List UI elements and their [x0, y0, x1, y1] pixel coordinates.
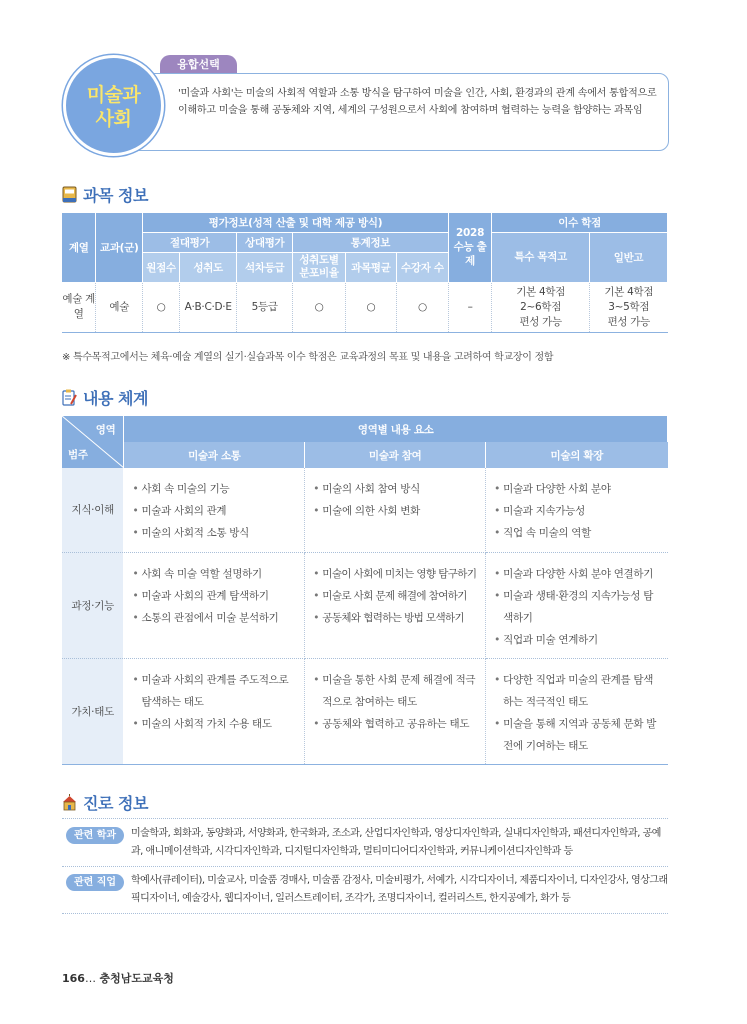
career-divider-middle: [62, 866, 668, 867]
course-info-heading: [62, 183, 148, 206]
subject-title: 미술과 사회: [86, 84, 141, 130]
cell-subject-group: 예술: [96, 282, 143, 332]
career-info-title: 진로 정보: [83, 794, 148, 813]
cell-process-communication: [124, 552, 305, 658]
th-field: 계열: [62, 213, 96, 282]
related-majors-badge: 관련 학과: [66, 827, 124, 844]
career-info-heading: [62, 791, 148, 814]
list-item: • 미술과 생태·환경의 지속가능성 탐색하기: [494, 585, 661, 629]
row-label-knowledge: 지식·이해: [62, 468, 124, 552]
th-general-school: 일반고: [590, 232, 668, 282]
subject-badge: [63, 55, 164, 156]
list-item: • 사회 속 미술의 기능: [132, 478, 298, 500]
th-achievement: 성취도: [179, 252, 236, 282]
category-tab: 융합선택: [160, 55, 237, 75]
list-item: • 소통의 관점에서 미술 분석하기: [132, 607, 298, 629]
cell-raw-score: ○: [143, 282, 180, 332]
content-system-table: [62, 416, 668, 765]
th-stats: 통계정보: [293, 232, 449, 252]
cell-achievement: A·B·C·D·E: [179, 282, 236, 332]
corner-category-label: 범주: [68, 449, 88, 461]
school-icon: [62, 794, 77, 811]
cell-rank-grade: 5등급: [237, 282, 293, 332]
th-subject-group: 교과(군): [96, 213, 143, 282]
cell-process-extension: [486, 552, 668, 658]
th-col-communication: 미술과 소통: [124, 442, 305, 468]
row-label-attitude: 가치·태도: [62, 658, 124, 764]
cell-attitude-extension: [486, 658, 668, 764]
list-item: • 미술과 사회의 관계 탐색하기: [132, 585, 298, 607]
footer-separator: …: [84, 972, 96, 985]
list-item: • 미술과 다양한 사회 분야: [494, 478, 661, 500]
list-item: • 미술과 지속가능성: [494, 500, 661, 522]
cell-general-school: 기본 4학점 3~5학점 편성 가능: [590, 282, 668, 332]
list-item: • 미술의 사회적 소통 방식: [132, 522, 298, 544]
publisher-name: 충청남도교육청: [99, 972, 174, 985]
row-label-process: 과정·기능: [62, 552, 124, 658]
th-special-school: 특수 목적고: [492, 232, 590, 282]
course-info-table: [62, 213, 668, 333]
description-box: [105, 73, 669, 151]
th-credits: 이수 학점: [492, 213, 668, 232]
th-eval-info: 평가정보(성적 산출 및 대학 제공 방식): [143, 213, 449, 232]
clipboard-pencil-icon: [62, 389, 77, 406]
cell-special-school: 기본 4학점 2~6학점 편성 가능: [492, 282, 590, 332]
list-item: • 미술을 통해 지역과 공동체 문화 발전에 기여하는 태도: [494, 713, 661, 757]
related-jobs-text: 학예사(큐레이터), 미술교사, 미술품 경매사, 미술품 감정사, 미술비평가, 서예가, 시각디자이너, 제품디자이너, 디자인강사, 영상그래픽디자이너, 예술강사, 웹디자이너, 일러스트레이터, 조각가, 조명디자이너, 컬러리스트, 한지공예가, 화가 등: [131, 875, 668, 904]
course-info-note: ※ 특수목적고에서는 체육·예술 계열의 실기·실습과목 이수 학점은 교육과정의 목표 및 내용을 고려하여 학교장이 정함: [62, 352, 554, 363]
cell-knowledge-extension: [486, 468, 668, 552]
career-divider-bottom: [62, 913, 668, 914]
related-majors-row: [62, 825, 668, 863]
related-majors-text: 미술학과, 회화과, 동양화과, 서양화과, 한국화과, 조소과, 산업디자인학과, 영상디자인학과, 실내디자인학과, 패션디자인학과, 공예과, 애니메이션학과, 시각디자인학과, 디지털디자인학과, 멀티미디어디자인학과, 커뮤니케이션디자인학과 등: [131, 828, 661, 857]
list-item: • 미술을 통한 사회 문제 해결에 적극적으로 참여하는 태도: [313, 669, 479, 713]
th-absolute: 절대평가: [143, 232, 237, 252]
list-item: • 미술의 사회적 가치 수용 태도: [132, 713, 298, 735]
list-item: • 미술과 사회의 관계를 주도적으로 탐색하는 태도: [132, 669, 298, 713]
th-students: 수강자 수: [396, 252, 448, 282]
th-area-elements: 영역별 내용 요소: [124, 416, 668, 442]
cell-students: ○: [396, 282, 448, 332]
career-divider-top: [62, 818, 668, 819]
list-item: • 사회 속 미술 역할 설명하기: [132, 563, 298, 585]
page-number: 166: [62, 972, 85, 985]
th-csat: 2028 수능 출제: [448, 213, 491, 282]
cell-process-participation: [305, 552, 486, 658]
cell-attitude-communication: [124, 658, 305, 764]
list-item: • 미술에 의한 사회 변화: [313, 500, 479, 522]
th-col-extension: 미술의 확장: [486, 442, 668, 468]
cell-field: 예술 계열: [62, 282, 96, 332]
th-relative: 상대평가: [237, 232, 293, 252]
list-item: • 미술로 사회 문제 해결에 참여하기: [313, 585, 479, 607]
content-system-heading: [62, 386, 148, 409]
cell-knowledge-communication: [124, 468, 305, 552]
th-col-participation: 미술과 참여: [305, 442, 486, 468]
cell-mean: ○: [345, 282, 396, 332]
list-item: • 공동체와 협력하는 방법 모색하기: [313, 607, 479, 629]
book-icon: [62, 186, 77, 203]
list-item: • 미술과 사회의 관계: [132, 500, 298, 522]
list-item: • 직업 속 미술의 역할: [494, 522, 661, 544]
corner-header: [62, 416, 124, 468]
th-raw-score: 원점수: [143, 252, 180, 282]
page-footer: [62, 970, 174, 986]
list-item: • 미술의 사회 참여 방식: [313, 478, 479, 500]
th-achievement-dist: 성취도별 분포비율: [293, 252, 346, 282]
list-item: • 공동체와 협력하고 공유하는 태도: [313, 713, 479, 735]
course-info-title: 과목 정보: [83, 186, 148, 205]
list-item: • 미술과 다양한 사회 분야 연결하기: [494, 563, 661, 585]
subject-description: '미술과 사회'는 미술의 사회적 역할과 소통 방식을 탐구하여 미술을 인간, 사회, 환경과의 관계 속에서 통합적으로 이해하고 미술을 통해 공동체와 지역, 세계의 구성원으로서 사회에 참여하며 협력하는 능력을 함양하는 과목임: [178, 88, 657, 116]
list-item: • 다양한 직업과 미술의 관계를 탐색하는 적극적인 태도: [494, 669, 661, 713]
th-rank-grade: 석차등급: [237, 252, 293, 282]
cell-achievement-dist: ○: [293, 282, 346, 332]
related-jobs-badge: 관련 직업: [66, 874, 124, 891]
corner-area-label: 영역: [95, 424, 116, 436]
content-system-title: 내용 체계: [83, 389, 148, 408]
related-jobs-row: [62, 872, 668, 910]
list-item: • 미술이 사회에 미치는 영향 탐구하기: [313, 563, 479, 585]
cell-csat: –: [448, 282, 491, 332]
cell-knowledge-participation: [305, 468, 486, 552]
th-mean: 과목평균: [345, 252, 396, 282]
cell-attitude-participation: [305, 658, 486, 764]
list-item: • 직업과 미술 연계하기: [494, 629, 661, 651]
